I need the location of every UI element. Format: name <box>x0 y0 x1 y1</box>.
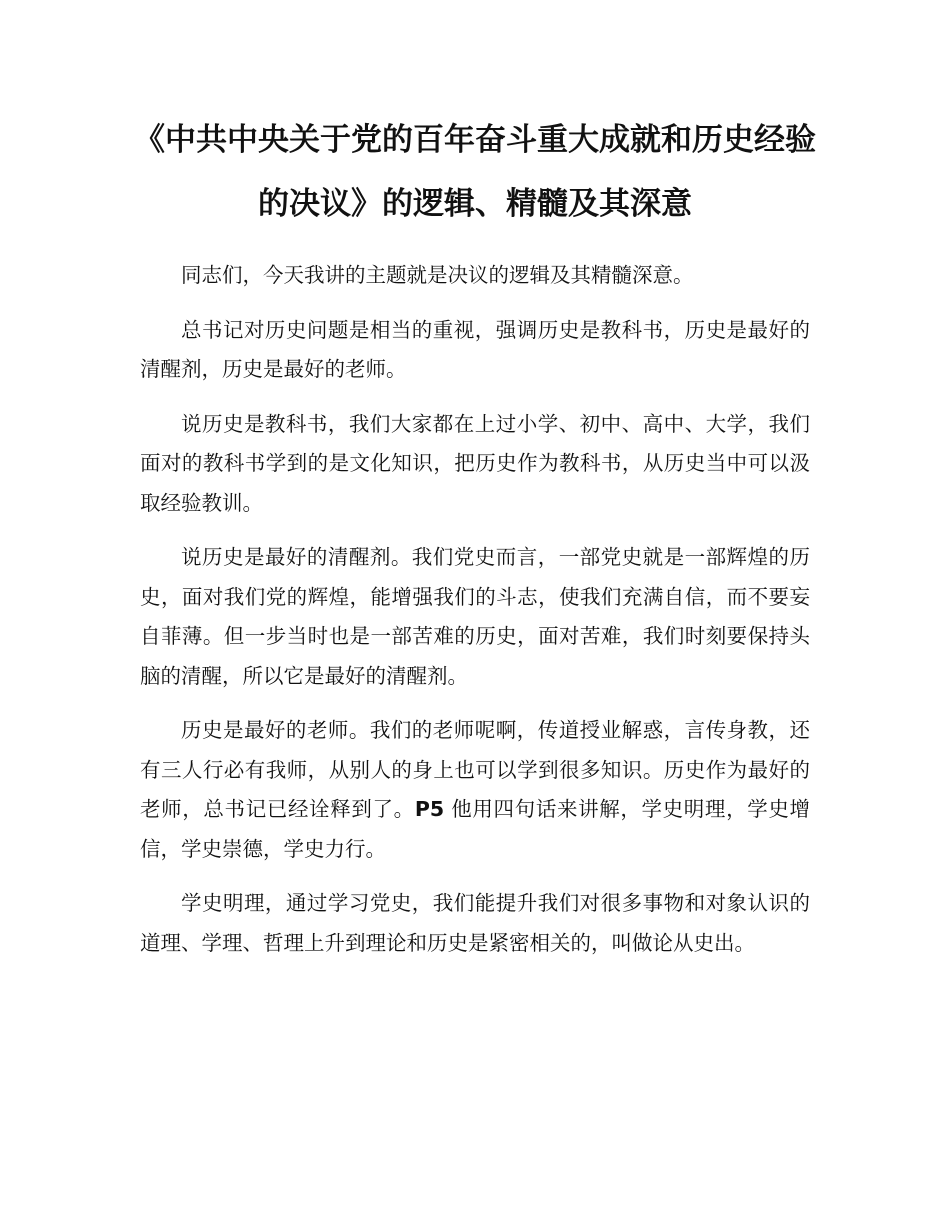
paragraph-1: 同志们，今天我讲的主题就是决议的逻辑及其精髓深意。 <box>181 263 694 287</box>
paragraph-3: 说历史是教科书，我们大家都在上过小学、初中、高中、大学，我们面对的教科书学到的是文化知识，把历史作为教科书，从历史当中可以汲取经验教训。 <box>140 411 810 515</box>
paragraph-5-text: 历史是最好的老师。我们的老师呢啊，传道授业解惑，言传身教，还有三人行必有我师，从别人的身上也可以学到很多知识。历史作为最好的老师，总书记已经诠释到了。 <box>140 718 810 821</box>
paragraph-6: 学史明理，通过学习党史，我们能提升我们对很多事物和对象认识的道理、学理、哲理上升到理论和历史是紧密相关的，叫做论从史出。 <box>140 891 810 955</box>
document-title: 《中共中央关于党的百年奋斗重大成就和历史经验的决议》的逻辑、精髓及其深意 <box>134 122 816 222</box>
paragraph-4: 说历史是最好的清醒剂。我们党史而言，一部党史就是一部辉煌的历史，面对我们党的辉煌，能增强我们的斗志，使我们充满自信，而不要妄自菲薄。但一步当时也是一部苦难的历史，面对苦难，我们时刻要保持头脑的清醒，所以它是最好的清醒剂。 <box>140 545 810 688</box>
paragraph-5-text-continued: 他用四句话来讲解，学史明理，学史增信，学史崇德，学史力行。 <box>140 797 810 861</box>
document-page <box>134 108 816 963</box>
paragraph-2: 总书记对历史问题是相当的重视，强调历史是教科书，历史是最好的清醒剂，历史是最好的老师。 <box>140 317 810 381</box>
page-reference: P5 <box>414 797 445 821</box>
paragraph-5 <box>140 711 810 869</box>
